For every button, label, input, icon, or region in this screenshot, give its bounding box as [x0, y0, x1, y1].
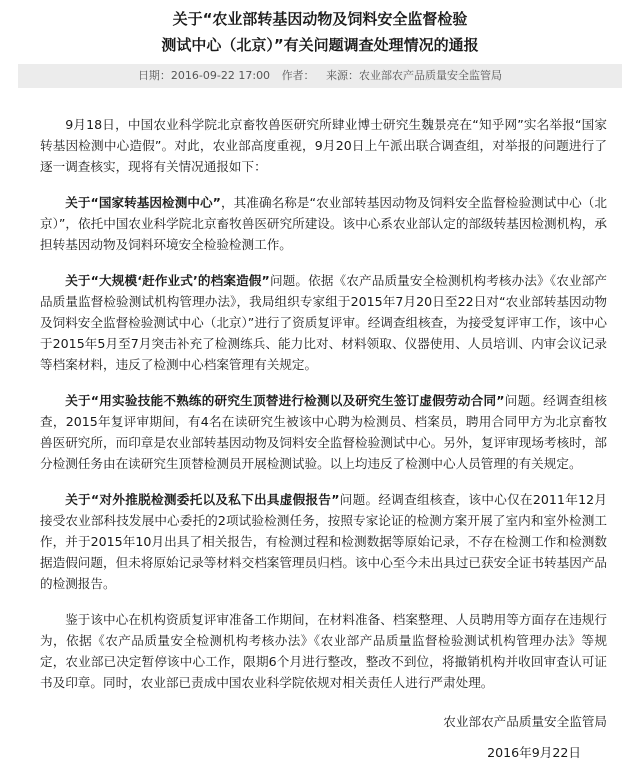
- paragraph-heading: 关于“国家转基因检测中心”: [65, 195, 221, 210]
- signature-org: 农业部农产品质量安全监管局: [443, 714, 607, 729]
- paragraph-heading: 关于“用实验技能不熟练的研究生顶替进行检测以及研究生签订虚假劳动合同”: [65, 393, 505, 408]
- meta-source: 来源：农业部农产品质量安全监管局: [326, 69, 503, 82]
- paragraph-archive-fraud: [40, 270, 607, 375]
- paragraph-heading: 关于“对外推脱检测委托以及私下出具虚假报告”: [65, 492, 340, 507]
- paragraph-intro: [40, 114, 607, 177]
- paragraph-false-report: [40, 489, 607, 594]
- title-line-1: 关于“农业部转基因动物及饲料安全监督检验: [172, 10, 468, 28]
- meta-author: 作者：: [281, 69, 315, 82]
- article-meta-bar: [18, 64, 622, 88]
- paragraph-text: 问题。经调查组核查，2015年复评审期间，有4名在读研究生被该中心聘为检测员、档案员，聘用合同甲方为北京畜牧兽医研究所，而印章是农业部转基因动物及饲料安全监督检验测试中心。另外，复评审现场考核时，部分检测任务由在读研究生顶替检测员开展检测试验。以上均违反了检测中心人员管理的有关规定。: [40, 393, 607, 471]
- paragraph-text: 问题。经调查组核查，该中心仅在2011年12月接受农业部科技发展中心委托的2项试验检测任务，按照专家论证的检测方案开展了室内和室外检测工作，并于2015年10月出具了相关报告，有检测过程和检测数据等原始记录，不存在检测工作和检测数据造假问题，但未将原始记录等材料交档案管理员归档。该中心至今未出具过已获安全证书转基因产品的检测报告。: [40, 492, 607, 591]
- paragraph-text: 9月18日，中国农业科学院北京畜牧兽医研究所肆业博士研究生魏景亮在“知乎网”实名举报“国家转基因检测中心造假”。对此，农业部高度重视，9月20日上午派出联合调查组，对举报的问题进行了逐一调查核实，现将有关情况通报如下：: [40, 117, 607, 174]
- paragraph-heading: 关于“大规模‘赶作业式’的档案造假”: [65, 273, 270, 288]
- paragraph-text: ，其准确名称是“农业部转基因动物及饲料安全监督检验测试中心（北京）”，依托中国农业科学院北京畜牧兽医研究所建设。该中心系农业部认定的部级转基因检测机构，承担转基因动物及饲料环境安全检验检测工作。: [40, 195, 607, 252]
- paragraph-conclusion: [40, 609, 607, 693]
- signature-date: 2016年9月22日: [487, 745, 581, 760]
- title-line-2: 测试中心（北京）”有关问题调查处理情况的通报: [161, 36, 479, 54]
- article-body: [40, 88, 607, 693]
- paragraph-student-substitution: [40, 390, 607, 474]
- paragraph-center-name: [40, 192, 607, 255]
- paragraph-text: 问题。依据《农产品质量安全检测机构考核办法》《农业部产品质量监督检验测试机构管理办法》，我局组织专家组于2015年7月20日至22日对“农业部转基因动物及饲料安全监督检验测试中心（北京）”进行了资质复评审。经调查组核查，为接受复评审工作，该中心于2015年5月至7月突击补充了检测练兵、能力比对、材料领取、仪器使用、人员培训、内审会议记录等档案材料，违反了检测中心档案管理有关规定。: [40, 273, 608, 372]
- paragraph-text: 鉴于该中心在机构资质复评审准备工作期间，在材料准备、档案整理、人员聘用等方面存在违规行为，依据《农产品质量安全检测机构考核办法》《农业部产品质量监督检验测试机构管理办法》等规定，农业部已决定暂停该中心工作，限期6个月进行整改，整改不到位，将撤销机构并收回审查认可证书及印章。同时，农业部已责成中国农业科学院依规对相关责任人进行严肃处理。: [40, 612, 607, 690]
- meta-date: 日期：2016-09-22 17:00: [137, 69, 271, 82]
- article-title: [0, 0, 640, 58]
